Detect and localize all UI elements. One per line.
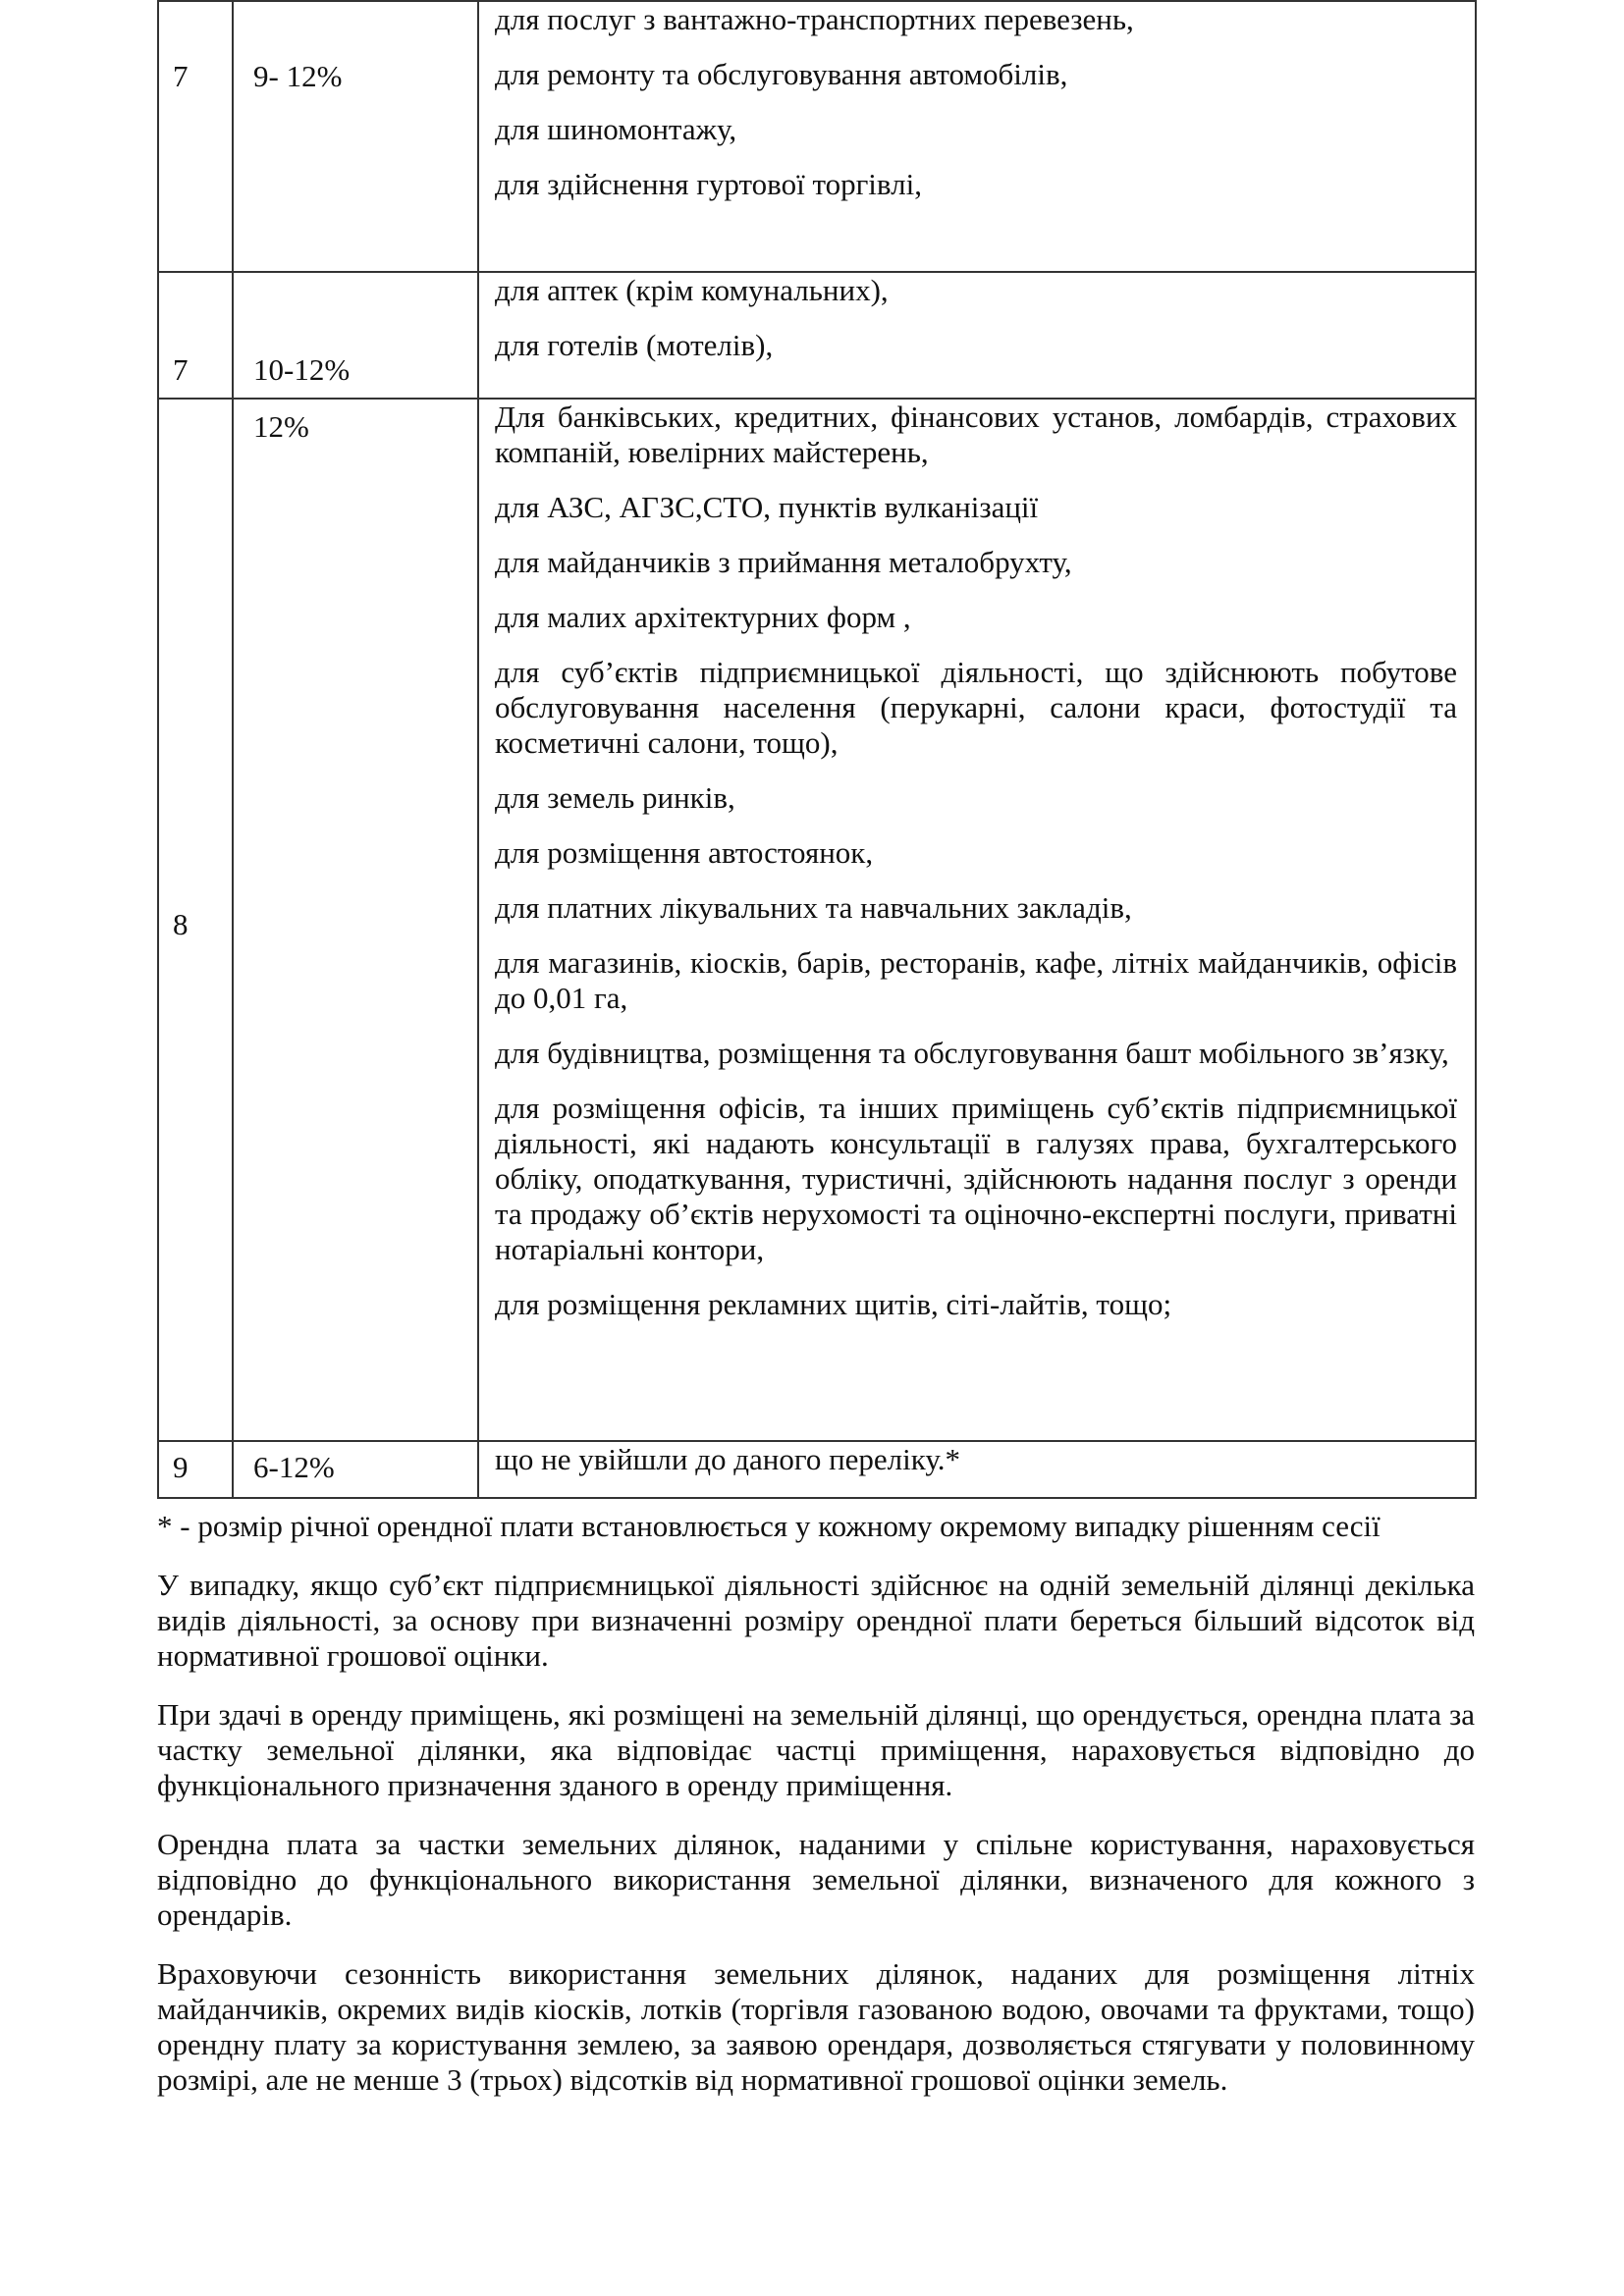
row-number: 9 [158, 1441, 233, 1498]
paragraph: При здачі в оренду приміщень, які розміщені на земельній ділянці, що орендується, орендна плата за частку земельної ділянки, яка відповідає частці приміщення, нараховується відповідно до функціонального призначення зданого в оренду приміщення. [157, 1697, 1475, 1802]
purpose-item: для розміщення офісів, та інших приміщень суб’єктів підприємницької діяльності, які надають консультації в галузях права, бухгалтерського обліку, оподаткування, туристичні, здійснюють надання послуг з оренди та продажу об’єктів нерухомості та оціночно-експертні послуги, приватні нотаріальні контори, [495, 1091, 1457, 1266]
table-row [158, 399, 1476, 1441]
purpose-item: для АЗС, АГЗС,СТО, пунктів вулканізації [495, 490, 1039, 524]
purpose-item: для готелів (мотелів), [495, 328, 774, 362]
purpose-list [478, 1, 1476, 272]
row-number: 8 [158, 399, 233, 1441]
footnote: * - розмір річної орендної плати встановлюється у кожному окремому випадку рішенням сесії [157, 1509, 1380, 1543]
rates-table [157, 0, 1477, 1499]
table-row [158, 1, 1476, 272]
purpose-item: Для банківських, кредитних, фінансових установ, ломбардів, страхових компаній, ювелірних майстерень, [495, 400, 1457, 469]
purpose-item: для аптек (крім комунальних), [495, 273, 889, 307]
purpose-item: для суб’єктів підприємницької діяльності, що здійснюють побутове обслуговування населення (перукарні, салони краси, фотостудії та косметичні салони, тощо), [495, 655, 1457, 760]
purpose-item: для платних лікувальних та навчальних закладів, [495, 890, 1132, 925]
purpose-item: для здійснення гуртової торгівлі, [495, 167, 922, 201]
purpose-item: для майданчиків з приймання металобрухту, [495, 545, 1072, 579]
rate-percent: 6-12% [233, 1441, 478, 1498]
purpose-item: для послуг з вантажно-транспортних перевезень, [495, 2, 1134, 36]
rate-percent: 10-12% [233, 272, 478, 399]
rates-table-body [158, 1, 1476, 1498]
purpose-item: для будівництва, розміщення та обслуговування башт мобільного зв’язку, [495, 1036, 1449, 1070]
rate-percent: 9- 12% [233, 1, 478, 272]
document-page [157, 0, 1475, 2098]
purpose-item: для ремонту та обслуговування автомобілів, [495, 57, 1068, 91]
purpose-list [478, 1441, 1476, 1498]
paragraph: Враховуючи сезонність використання земельних ділянок, наданих для розміщення літніх майданчиків, окремих видів кіосків, лотків (торгівля газованою водою, овочами та фруктами, тощо) орендну плату за користування землею, за заявою орендаря, дозволяється стягувати у половинному розмірі, але не менше 3 (трьох) відсотків від нормативної грошової оцінки земель. [157, 1956, 1475, 2097]
purpose-item: що не увійшли до даного переліку.* [495, 1442, 961, 1476]
purpose-item: для розміщення рекламних щитів, сіті-лайтів, тощо; [495, 1287, 1172, 1321]
row-number: 7 [158, 272, 233, 399]
table-row [158, 1441, 1476, 1498]
purpose-item: для земель ринків, [495, 780, 735, 815]
table-row [158, 272, 1476, 399]
row-number: 7 [158, 1, 233, 272]
paragraph: У випадку, якщо суб’єкт підприємницької діяльності здійснює на одній земельній ділянці декілька видів діяльності, за основу при визначенні розміру орендної плати береться більший відсоток від нормативної грошової оцінки. [157, 1568, 1475, 1673]
rate-percent: 12% [233, 399, 478, 1441]
purpose-list [478, 399, 1476, 1441]
purpose-item: для магазинів, кіосків, барів, ресторанів, кафе, літніх майданчиків, офісів до 0,01 га, [495, 945, 1457, 1015]
purpose-item: для малих архітектурних форм , [495, 600, 911, 634]
paragraph: Орендна плата за частки земельних ділянок, наданими у спільне користування, нараховується відповідно до функціонального використання земельної ділянки, визначеного для кожного з орендарів. [157, 1827, 1475, 1932]
purpose-item: для розміщення автостоянок, [495, 835, 874, 870]
purpose-list [478, 272, 1476, 399]
purpose-item: для шиномонтажу, [495, 112, 737, 146]
